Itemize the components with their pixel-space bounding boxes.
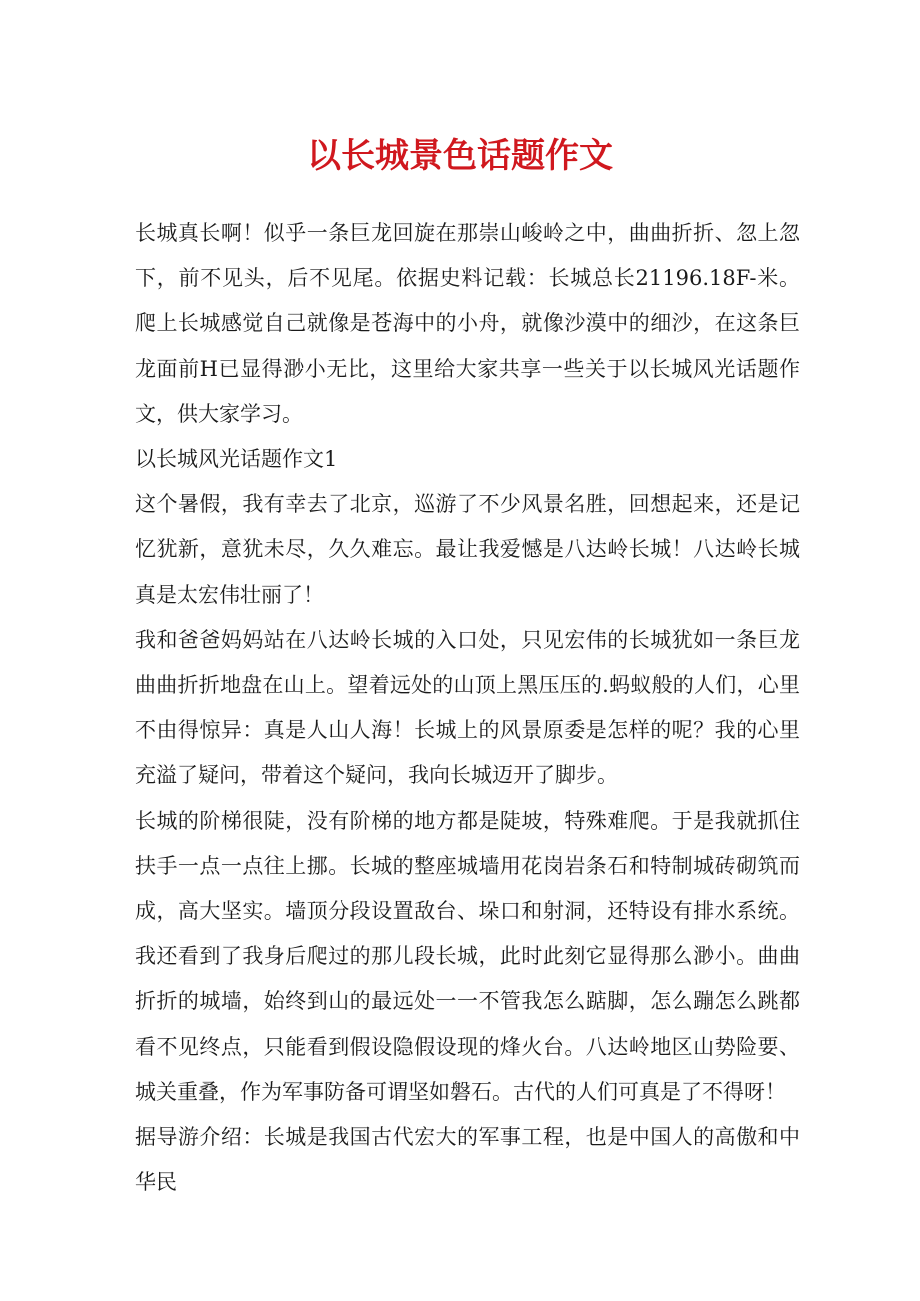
document-title: 以长城景色话题作文: [307, 136, 613, 176]
paragraph-climbing: 长城的阶梯很陡，没有阶梯的地方都是陡坡，特殊难爬。于是我就抓住扶手一点一点往上挪。长城的整座城墙用花岗岩条石和特制城砖砌筑而成，高大坚实。墙顶分段设置敌台、垛口和射洞，还特设有排水系统。我还看到了我身后爬过的那儿段长城，此时此刻它显得那么渺小。曲曲折折的城墙，始终到山的最远处一一不管我怎么踮脚，怎么蹦怎么跳都看不见终点，只能看到假设隐假设现的烽火台。八达岭地区山势险要、城关重叠，作为军事防备可谓坚如磐石。古代的人们可真是了不得呀！: [135, 808, 800, 1104]
paragraph-summer-trip: 这个暑假，我有幸去了北京，巡游了不少风景名胜，回想起来，还是记忆犹新，意犹未尽，久久难忘。最让我爱憾是八达岭长城！八达岭长城真是太宏伟壮丽了！: [135, 492, 800, 607]
paragraph-guide: 据导游介绍：长城是我国古代宏大的军事工程，也是中国人的高傲和中华民: [135, 1125, 800, 1195]
document-body: [135, 211, 800, 1205]
paragraph-entrance: 我和爸爸妈妈站在八达岭长城的入口处，只见宏伟的长城犹如一条巨龙曲曲折折地盘在山上。望着远处的山顶上黑压压的.蚂蚁般的人们，心里不由得惊异：真是人山人海！长城上的风景原委是怎样的呢？我的心里充溢了疑问，带着这个疑问，我向长城迈开了脚步。: [135, 627, 800, 788]
paragraph-intro: 长城真长啊！似乎一条巨龙回旋在那崇山峻岭之中，曲曲折折、忽上忽下，前不见头，后不见尾。依据史料记载：长城总长21196.18F-米。爬上长城感觉自己就像是苍海中的小舟，就像沙漠中的细沙，在这条巨龙面前H已显得渺小无比，这里给大家共享一些关于以长城风光话题作文，供大家学习。: [135, 221, 800, 426]
section-heading: 以长城风光话题作文1: [135, 447, 338, 472]
